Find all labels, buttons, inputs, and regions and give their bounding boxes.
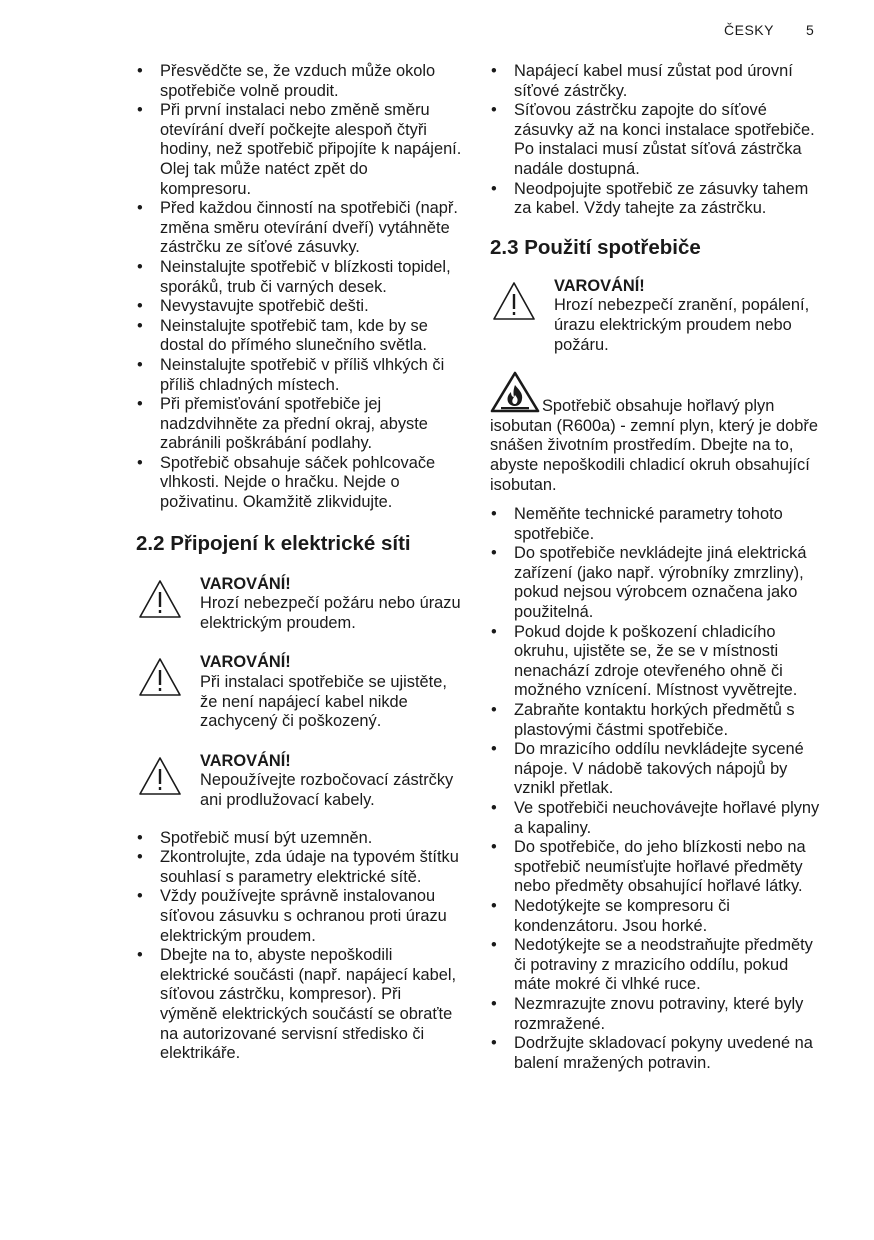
right-bullet-list-top bbox=[490, 62, 820, 219]
left-column bbox=[136, 62, 462, 1064]
list-item: • Do spotřebiče, do jeho blízkosti nebo na spotřebič neumísťujte hořlavé předměty nebo předměty obsahující hořlavé látky. bbox=[490, 838, 820, 897]
warning-text: Při instalaci spotřebiče se ujistěte, že není napájecí kabel nikde zachycený či poškozený. bbox=[200, 673, 447, 731]
warning-text: Nepoužívejte rozbočovací zástrčky ani prodlužovací kabely. bbox=[200, 771, 454, 809]
flammable-text: Spotřebič obsahuje hořlavý plyn isobutan (R600a) - zemní plyn, který je dobře snášen životním prostředím. Dbejte na to, abyste nepoškodili chladicí okruh obsahující isobutan. bbox=[490, 397, 818, 494]
list-item: • Do mrazicího oddílu nevkládejte sycené nápoje. V nádobě takových nápojů by vznikl přetlak. bbox=[490, 740, 820, 799]
flammable-warning-icon bbox=[490, 371, 540, 413]
list-item: • Napájecí kabel musí zůstat pod úrovní síťové zástrčky. bbox=[490, 62, 820, 101]
list-item: • Síťovou zástrčku zapojte do síťové zásuvky až na konci instalace spotřebiče. Po instalaci musí zůstat síťová zástrčka nadále dostupná. bbox=[490, 101, 820, 179]
list-item: • Spotřebič musí být uzemněn. bbox=[136, 829, 462, 849]
section-title-2-3: 2.3 Použití spotřebiče bbox=[490, 235, 701, 259]
list-item: • Zkontrolujte, zda údaje na typovém štítku souhlasí s parametry elektrické sítě. bbox=[136, 848, 462, 887]
list-item: • Při přemisťování spotřebiče jej nadzdvihněte za přední okraj, abyste zabránili poškrábání podlahy. bbox=[136, 395, 462, 454]
list-item: • Neinstalujte spotřebič v příliš vlhkých či příliš chladných místech. bbox=[136, 356, 462, 395]
list-item: • Do spotřebiče nevkládejte jiná elektrická zařízení (jako např. výrobníky zmrzliny), pokud nejsou výrobcem označena jako použitelná. bbox=[490, 544, 820, 622]
warning-block bbox=[136, 653, 462, 731]
list-item: • Nezmrazujte znovu potraviny, které byly rozmražené. bbox=[490, 995, 820, 1034]
list-item: • Neinstalujte spotřebič v blízkosti topidel, sporáků, trub či varných desek. bbox=[136, 258, 462, 297]
list-item: • Ve spotřebiči neuchovávejte hořlavé plyny a kapaliny. bbox=[490, 799, 820, 838]
list-item: • Při první instalaci nebo změně směru otevírání dveří počkejte alespoň čtyři hodiny, než spotřebič připojíte k napájení. Olej tak může natéct zpět do kompresoru. bbox=[136, 101, 462, 199]
warning-triangle-icon bbox=[138, 657, 182, 697]
warning-triangle-icon bbox=[138, 756, 182, 796]
list-item: • Vždy používejte správně instalovanou síťovou zásuvku s ochranou proti úrazu elektrickým proudem. bbox=[136, 887, 462, 946]
left-bullet-list-top bbox=[136, 62, 462, 513]
list-item: • Pokud dojde k poškození chladicího okruhu, ujistěte se, že se v místnosti nenachází zdroje otevřeného ohně či možného vznícení. Místnost vyvětrejte. bbox=[490, 623, 820, 701]
section-title-2-2: 2.2 Připojení k elektrické síti bbox=[136, 531, 411, 555]
warning-block bbox=[136, 752, 462, 811]
warning-block bbox=[136, 575, 462, 634]
list-item: • Zabraňte kontaktu horkých předmětů s plastovými částmi spotřebiče. bbox=[490, 701, 820, 740]
right-bullet-list bbox=[490, 505, 820, 1073]
right-column bbox=[490, 62, 820, 1073]
list-item: • Dbejte na to, abyste nepoškodili elektrické součásti (např. napájecí kabel, síťovou zástrčku, kompresor). Při výměně elektrických součástí se obraťte na autorizované servisní středisko či elektrikáře. bbox=[136, 946, 462, 1064]
list-item: • Před každou činností na spotřebiči (např. změna směru otevírání dveří) vytáhněte zástrčku ze síťové zásuvky. bbox=[136, 199, 462, 258]
warning-triangle-icon bbox=[492, 281, 536, 321]
warning-title: VAROVÁNÍ! bbox=[554, 276, 645, 295]
warning-title: VAROVÁNÍ! bbox=[200, 653, 291, 672]
warning-title: VAROVÁNÍ! bbox=[200, 751, 291, 770]
list-item: • Spotřebič obsahuje sáček pohlcovače vlhkosti. Nejde o hračku. Nejde o poživatinu. Okamžitě zlikvidujte. bbox=[136, 454, 462, 513]
flammable-gas-notice bbox=[490, 371, 820, 495]
list-item: • Nedotýkejte se a neodstraňujte předměty či potraviny z mrazicího oddílu, pokud máte mokré či vlhké ruce. bbox=[490, 936, 820, 995]
warning-title: VAROVÁNÍ! bbox=[200, 574, 291, 593]
page-number: 5 bbox=[806, 22, 814, 38]
list-item: • Neodpojujte spotřebič ze zásuvky tahem za kabel. Vždy tahejte za zástrčku. bbox=[490, 180, 820, 219]
list-item: • Nedotýkejte se kompresoru či kondenzátoru. Jsou horké. bbox=[490, 897, 820, 936]
header-language: ČESKY bbox=[724, 22, 774, 38]
warning-triangle-icon bbox=[138, 579, 182, 619]
list-item: • Přesvědčte se, že vzduch může okolo spotřebiče volně proudit. bbox=[136, 62, 462, 101]
list-item: • Neinstalujte spotřebič tam, kde by se dostal do přímého slunečního světla. bbox=[136, 317, 462, 356]
list-item: • Neměňte technické parametry tohoto spotřebiče. bbox=[490, 505, 820, 544]
left-bullet-list-bottom bbox=[136, 829, 462, 1064]
warning-text: Hrozí nebezpečí požáru nebo úrazu elektrickým proudem. bbox=[200, 594, 461, 632]
warning-block bbox=[490, 277, 820, 355]
list-item: • Nevystavujte spotřebič dešti. bbox=[136, 297, 462, 317]
list-item: • Dodržujte skladovací pokyny uvedené na balení mražených potravin. bbox=[490, 1034, 820, 1073]
warning-text: Hrozí nebezpečí zranění, popálení, úrazu elektrickým proudem nebo požáru. bbox=[554, 296, 810, 354]
